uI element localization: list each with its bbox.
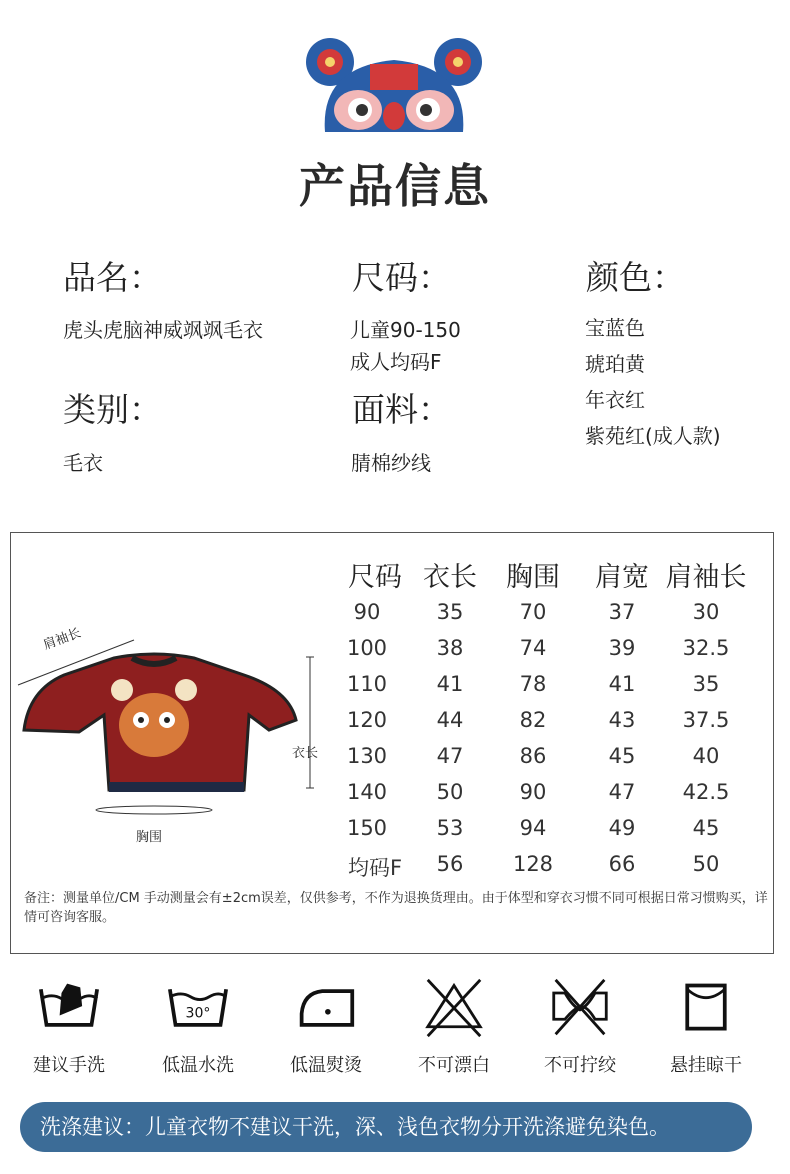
care-label: 不可漂白: [418, 1055, 490, 1076]
fabric-value: 腈棉纱线: [351, 451, 431, 475]
size-values: [350, 314, 461, 378]
table-cell: 44: [436, 708, 464, 732]
care-label: 低温熨烫: [290, 1055, 362, 1076]
hang-dry-icon: [666, 978, 746, 1038]
table-cell: 94: [519, 816, 547, 840]
table-cell: 120: [346, 708, 388, 732]
table-cell: 82: [519, 708, 547, 732]
table-header: 胸围: [506, 562, 560, 593]
table-header: 肩袖长: [665, 562, 747, 593]
color-value: 紫苑红(成人款): [585, 424, 721, 448]
size-value: 儿童90-150: [350, 318, 461, 342]
table-cell: 32.5: [682, 636, 730, 660]
category-value: 毛衣: [63, 451, 103, 475]
color-values: [585, 310, 721, 454]
table-cell: 140: [346, 780, 388, 804]
table-cell: 35: [692, 672, 720, 696]
table-cell: 47: [608, 780, 636, 804]
table-cell: 74: [519, 636, 547, 660]
table-cell: 128: [512, 852, 554, 876]
table-cell: 78: [519, 672, 547, 696]
color-label: 颜色：: [586, 258, 685, 297]
svg-text:30°: 30°: [185, 1005, 211, 1022]
table-cell: 41: [436, 672, 464, 696]
size-label: 尺码：: [352, 258, 451, 297]
table-cell: 50: [436, 780, 464, 804]
no-wring-icon: [540, 978, 620, 1038]
table-header: 衣长: [423, 562, 477, 593]
table-cell: 43: [608, 708, 636, 732]
hand-wash-icon: [29, 978, 109, 1038]
table-cell: 50: [692, 852, 720, 876]
table-cell: 38: [436, 636, 464, 660]
size-value: 成人均码F: [350, 350, 442, 374]
table-cell: 47: [436, 744, 464, 768]
table-cell: 130: [346, 744, 388, 768]
page-title: 产品信息: [299, 159, 491, 213]
fabric-label: 面料：: [352, 390, 451, 429]
table-header: 尺码: [348, 562, 402, 593]
table-cell: 86: [519, 744, 547, 768]
care-label: 悬挂晾干: [670, 1055, 742, 1076]
table-cell: 150: [346, 816, 388, 840]
care-label: 低温水洗: [162, 1055, 234, 1076]
care-label: 不可拧绞: [544, 1055, 616, 1076]
table-cell: 66: [608, 852, 636, 876]
table-cell: 100: [346, 636, 388, 660]
table-cell: 30: [692, 600, 720, 624]
table-cell: 37: [608, 600, 636, 624]
sleeve-length-label: 肩袖长: [41, 625, 84, 654]
table-cell: 41: [608, 672, 636, 696]
tiger-head-logo: [300, 32, 490, 132]
category-label: 类别：: [63, 390, 162, 429]
table-cell: 70: [519, 600, 547, 624]
table-cell: 90: [353, 600, 381, 624]
table-header: 肩宽: [595, 562, 649, 593]
chest-label: 胸围: [136, 830, 163, 845]
sweater-diagram: [14, 620, 334, 820]
length-label: 衣长: [292, 746, 319, 761]
table-cell: 45: [692, 816, 720, 840]
table-cell: 39: [608, 636, 636, 660]
no-bleach-icon: [414, 978, 494, 1038]
table-cell: 37.5: [682, 708, 730, 732]
color-value: 琥珀黄: [585, 352, 645, 376]
iron-low-icon: [286, 978, 366, 1038]
color-value: 年衣红: [585, 388, 645, 412]
table-cell: 49: [608, 816, 636, 840]
table-cell: 90: [519, 780, 547, 804]
color-value: 宝蓝色: [585, 316, 645, 340]
washing-advice-banner: 洗涤建议：儿童衣物不建议干洗，深、浅色衣物分开洗涤避免染色。: [20, 1102, 752, 1152]
table-cell: 35: [436, 600, 464, 624]
name-label: 品名：: [63, 258, 162, 297]
table-cell: 45: [608, 744, 636, 768]
table-cell: 40: [692, 744, 720, 768]
size-note: 备注：测量单位/CM 手动测量会有±2cm误差，仅供参考，不作为退换货理由。由于体型和穿衣习惯不同可根据日常习惯购买，详情可咨询客服。: [24, 891, 768, 925]
name-value: 虎头虎脑神威飒飒毛衣: [63, 318, 263, 342]
table-cell: 56: [436, 852, 464, 876]
table-cell: 42.5: [682, 780, 730, 804]
table-cell: 110: [346, 672, 388, 696]
table-cell: 均码F: [347, 856, 403, 880]
table-cell: 53: [436, 816, 464, 840]
wash-30-icon: [158, 978, 238, 1038]
care-label: 建议手洗: [33, 1055, 105, 1076]
